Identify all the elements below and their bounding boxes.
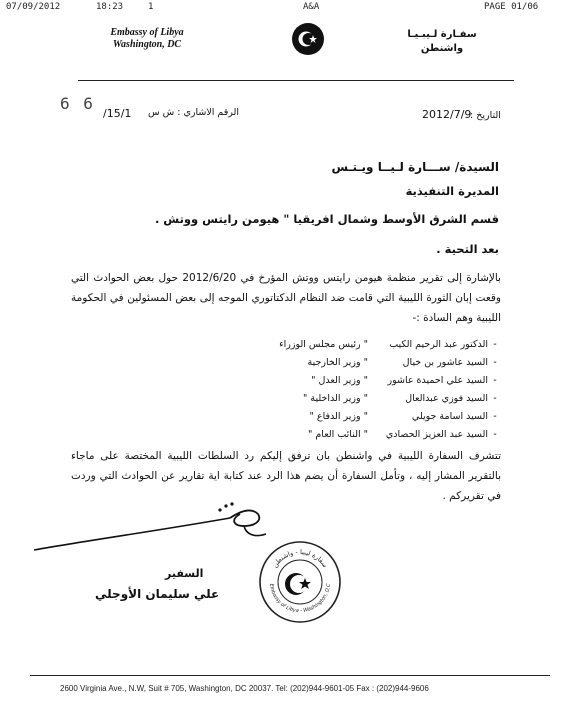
official-row: -السيد اسامة جويلي" وزير الدفاع ": [309, 411, 497, 422]
embassy-seal-stamp: [258, 540, 342, 624]
reference-value: /15/1: [103, 107, 132, 120]
letterhead-english: [92, 27, 202, 51]
embassy-emblem: [291, 22, 325, 56]
official-name: السيد فوزي عبدالعال: [405, 393, 488, 404]
recipient-title: المديرة التنفيذية: [405, 184, 499, 198]
fax-time: 18:23: [96, 2, 124, 12]
letterhead-arabic-line1: سفـارة لـيبـيـا: [407, 29, 477, 40]
official-title: " النائب العام ": [308, 429, 368, 440]
recipient-department: قسم الشرق الأوسط وشمال افريقيا " هيومن رايتس ووتش .: [154, 212, 499, 226]
official-row: -الدكتور عبد الرحيم الكيب" رئيس مجلس الوزراء: [279, 339, 497, 350]
letterhead-divider: [78, 80, 514, 81]
greeting: بعد التحية .: [436, 242, 499, 256]
official-row: -السيد عاشور بن خيال" وزير الخارجية: [307, 357, 497, 368]
signatory-title: السفير: [165, 567, 204, 580]
footer-address: 2600 Virginia Ave., N.W, Suit # 705, Washington, DC 20037. Tel: (202)944-9601-05 Fax : (202)944-9606: [60, 684, 429, 693]
fax-station: A&A: [303, 2, 320, 12]
official-row: -السيد فوزي عبدالعال" وزير الداخلية ": [303, 393, 497, 404]
reference-date-value: 2012/7/9: [422, 108, 472, 121]
official-name: السيد عبد العزيز الحصادي: [385, 429, 488, 440]
fax-page: PAGE 01/06: [484, 2, 539, 12]
reference-date-label: التاريخ :: [470, 110, 501, 121]
reference-stamp-number: 6 6: [60, 94, 95, 113]
letterhead-english-line2: Washington, DC: [112, 39, 182, 50]
recipient-name: السيدة/ ســـارة لـيــا ويـتـس: [331, 160, 499, 174]
official-title: " وزير الخارجية: [307, 357, 368, 368]
official-title: " وزير العدل ": [311, 375, 368, 386]
official-name: الدكتور عبد الرحيم الكيب: [389, 339, 488, 350]
official-row: -السيد علي احميدة عاشور" وزير العدل ": [311, 375, 497, 386]
official-row: -السيد عبد العزيز الحصادي" النائب العام ": [308, 429, 497, 440]
letterhead-arabic: [392, 28, 492, 56]
official-title: " وزير الداخلية ": [303, 393, 368, 404]
body-paragraph-1: بالإشارة إلى تقرير منظمة هيومن رايتس ووتش المؤرخ في 2012/6/20 حول بعض الحوادث التي وقعت إبان الثورة الليبية التي قامت ضد النظام الدكتاتوري الموجه إلى بعض المسئولين في الحكومة الليبية وهم السادة :-: [71, 272, 501, 324]
fax-date: 07/09/2012: [6, 2, 61, 12]
official-name: السيد عاشور بن خيال: [402, 357, 488, 368]
handwritten-signature: [30, 490, 275, 560]
official-title: " وزير الدفاع ": [309, 411, 368, 422]
seal-text-bottom: Embassy of Libya - Washington, D.C: [268, 583, 332, 615]
official-name: السيد اسامة جويلي: [411, 411, 488, 422]
reference-label: الرقم الاشاري : ش س: [148, 107, 240, 118]
seal-text-top: سفارة ليبيا - واشنطن: [270, 547, 330, 570]
body-paragraph-2: تتشرف السفارة الليبية في واشنطن بان ترفق إليكم رد السلطات الليبية المختصة على ماجاء بالتقرير المشار إليه ، وتأمل السفارة أن يضم هذا الرد عند كتابة اية تقارير عن الحوادث التي وردت في تقريركم .: [71, 450, 501, 502]
letterhead-english-line1: Embassy of Libya: [110, 27, 184, 38]
official-name: السيد علي احميدة عاشور: [387, 375, 488, 386]
signatory-name: علي سليمان الأوجلي: [95, 587, 220, 601]
fax-number: 1: [148, 2, 154, 12]
letterhead-arabic-line2: واشنطن: [420, 43, 464, 54]
footer-divider: [30, 675, 550, 676]
official-title: " رئيس مجلس الوزراء: [279, 339, 368, 350]
